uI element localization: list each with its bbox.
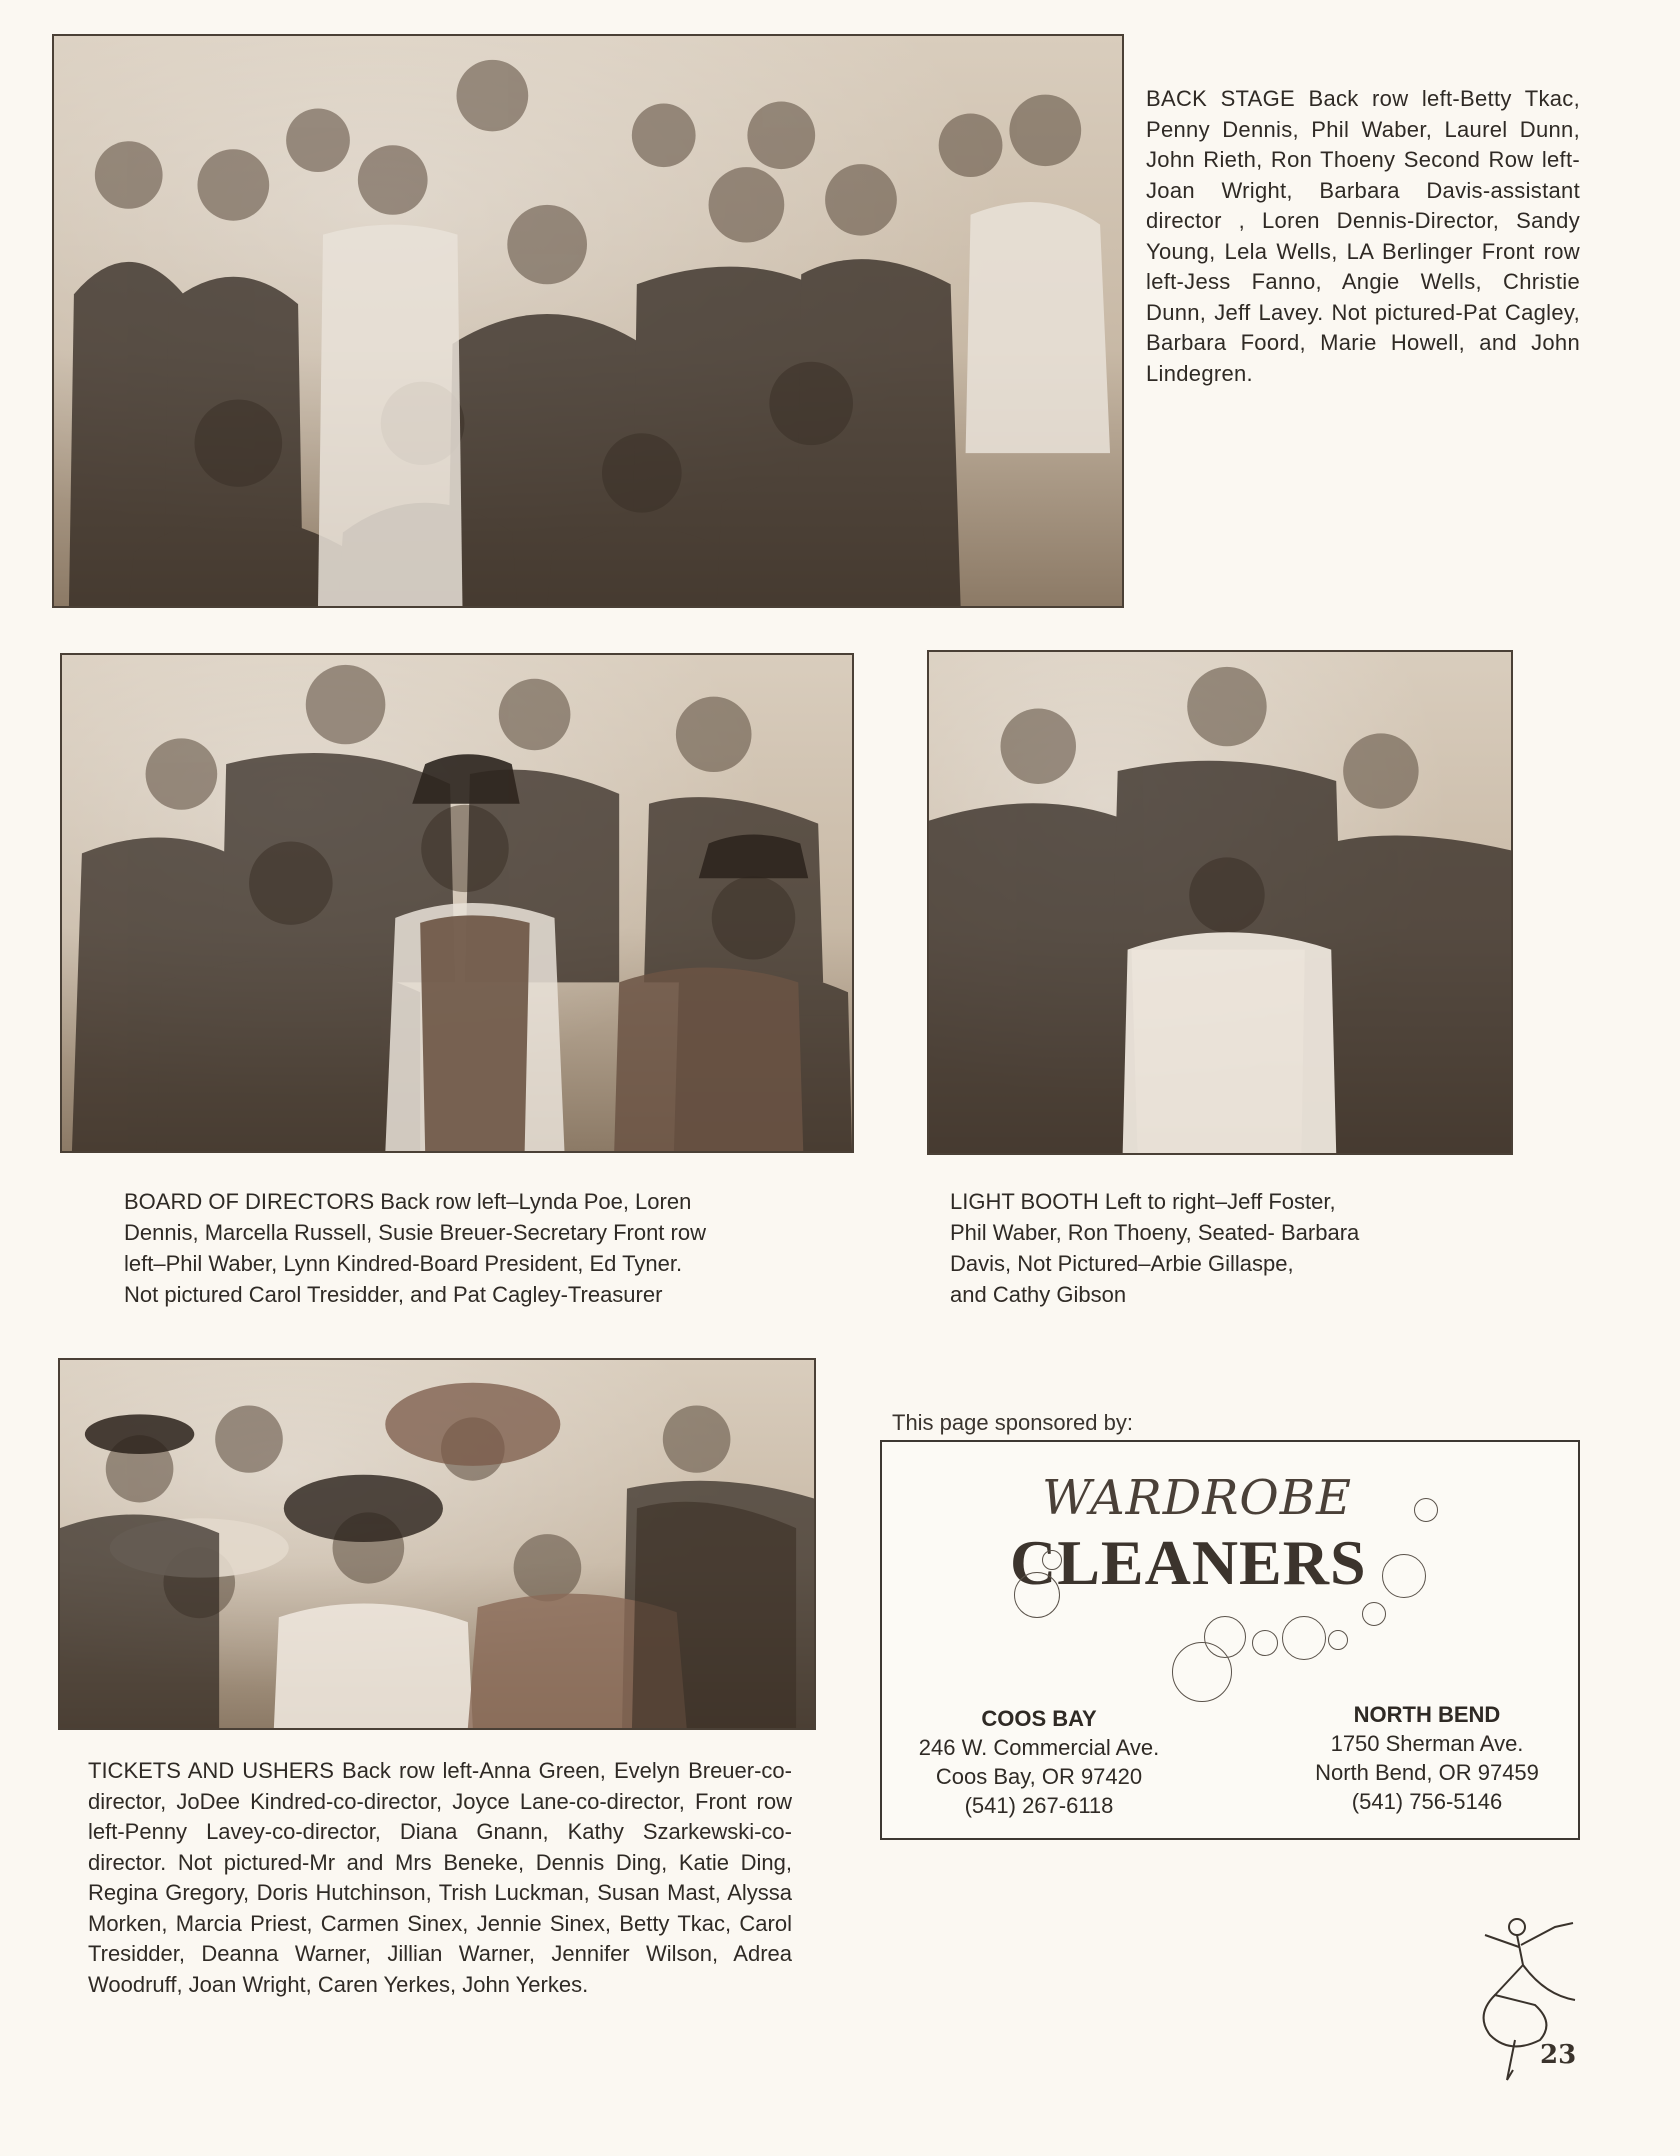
lightbooth-photo xyxy=(927,650,1513,1155)
bubble-icon xyxy=(1362,1602,1386,1626)
location-street: 1750 Sherman Ave. xyxy=(1330,1731,1524,1756)
sponsor-ad xyxy=(880,1440,1580,1840)
board-caption: BOARD OF DIRECTORS Back row left–Lynda Poe, Loren Dennis, Marcella Russell, Susie Breuer-Secretary Front row left–Phil Waber, Lynn Kindred-Board President, Ed Tyner. Not pictured Carol Tresidder, and Pat Cagley-Treasurer xyxy=(124,1189,706,1307)
bubble-icon xyxy=(1328,1630,1348,1650)
tickets-silhouettes xyxy=(60,1360,814,1728)
bubble-icon xyxy=(1252,1630,1278,1656)
tickets-caption: TICKETS AND USHERS Back row left-Anna Green, Evelyn Breuer-co-director, JoDee Kindred-co-director, Joyce Lane-co-director, Front row left-Penny Lavey-co-director, Diana Gnann, Kathy Szarkewski-co-director. Not pictured-Mr and Mrs Beneke, Dennis Ding, Katie Ding, Regina Gregory, Doris Hutchinson, Trish Luckman, Susan Mast, Alyssa Morken, Marcia Priest, Carmen Sinex, Jennie Sinex, Betty Tkac, Carol Tresidder, Deanna Warner, Jillian Warner, Jennifer Wilson, Adrea Woodruff, Joan Wright, Caren Yerkes, John Yerkes. xyxy=(88,1758,792,1997)
sponsor-label: This page sponsored by: xyxy=(892,1410,1133,1435)
tickets-photo xyxy=(58,1358,816,1730)
page-number: 23 xyxy=(1540,2040,1577,2070)
location-citystate: North Bend, OR 97459 xyxy=(1315,1760,1539,1785)
location-citystate: Coos Bay, OR 97420 xyxy=(935,1764,1143,1789)
logo-wardrobe: WARDROBE xyxy=(1042,1470,1353,1526)
location-city: NORTH BEND xyxy=(1353,1702,1501,1727)
location-street: 246 W. Commercial Ave. xyxy=(918,1735,1160,1760)
backstage-caption: BACK STAGE Back row left-Betty Tkac, Penny Dennis, Phil Waber, Laurel Dunn, John Rieth, Ron Thoeny Second Row left-Joan Wright, Barbara Davis-assistant director , Loren Dennis-Director, Sandy Young, Lela Wells, LA Berlinger Front row left-Jess Fanno, Angie Wells, Christie Dunn, Jeff Lavey. Not pictured-Pat Cagley, Barbara Foord, Marie Howell, and John Lindegren. xyxy=(1146,86,1580,386)
bubble-icon xyxy=(1042,1550,1062,1570)
logo-cleaners: CLEANERS xyxy=(1010,1527,1367,1598)
board-photo xyxy=(60,653,854,1153)
bubble-icon xyxy=(1414,1498,1438,1522)
group-photo-silhouettes xyxy=(54,36,1122,606)
bubble-icon xyxy=(1282,1616,1326,1660)
backstage-photo xyxy=(52,34,1124,608)
bubble-icon xyxy=(1014,1572,1060,1618)
location-phone: (541) 267-6118 xyxy=(964,1793,1114,1818)
location-north-bend xyxy=(1282,1700,1572,1816)
bubble-icon xyxy=(1382,1554,1426,1598)
location-city: COOS BAY xyxy=(981,1706,1097,1731)
bubble-icon xyxy=(1172,1642,1232,1702)
location-coos-bay xyxy=(894,1704,1184,1820)
board-silhouettes xyxy=(62,655,852,1151)
lightbooth-caption: LIGHT BOOTH Left to right–Jeff Foster, Phil Waber, Ron Thoeny, Seated- Barbara Davis, Not Pictured–Arbie Gillaspe, and Cathy Gibson xyxy=(950,1189,1360,1307)
lightbooth-silhouettes xyxy=(929,652,1511,1153)
location-phone: (541) 756-5146 xyxy=(1351,1789,1503,1814)
